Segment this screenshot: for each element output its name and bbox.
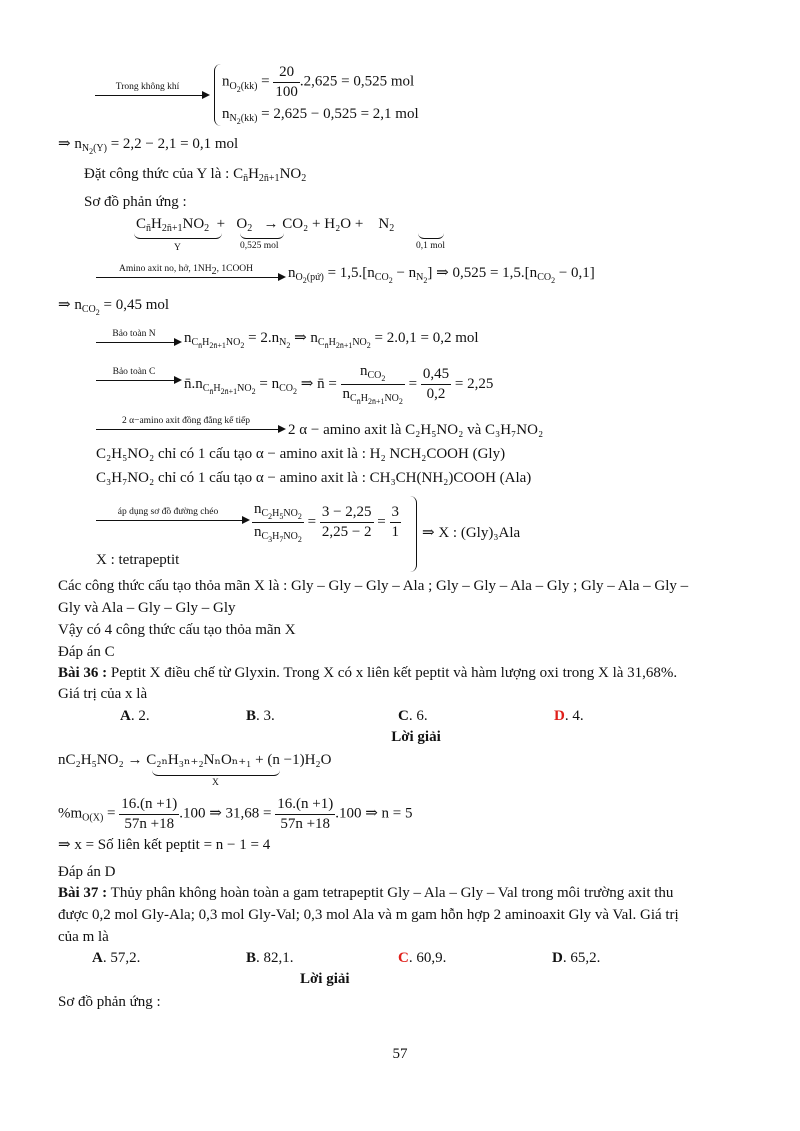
eq-n2-kk: $n_{N_2(kk)} = 2,625 - 0,525 = 2,1$ mol [222, 106, 419, 126]
b36-option-d[interactable]: D. 4. [554, 708, 584, 724]
brace-ratio [410, 496, 417, 572]
answer-c: Đáp án C [58, 644, 115, 660]
b36-question-line1: Bài 36 : Peptit X điều chế từ Glyxin. Trong X có x liên kết peptit và hàm lượng oxi trong X là 31,68%. [58, 665, 678, 681]
gly-line: C₂H₅NO₂ chỉ có 1 cấu tạo α − amino axit là : H₂ NCH₂COOH (Gly) [96, 446, 506, 462]
answer-d: Đáp án D [58, 864, 116, 880]
eq-o2-reacted: $n_{O_2(pứ)} = 1,5.[n_{CO_2} - n_{N_2}]$ ⇒ $0,525 = 1,5.[n_{CO_2} - 0,1]$ [288, 265, 595, 285]
b37-option-b[interactable]: B. 82,1. [246, 950, 294, 966]
b36-x-label: X [212, 778, 219, 788]
b37-solution-title: Lời giải [300, 971, 350, 987]
label-y: Y [174, 243, 181, 253]
eq-nco2: ⇒ $n_{CO_2} = 0,45$ mol [58, 297, 170, 317]
b37-question-line1: Bài 37 : Thủy phân không hoàn toàn a gam tetrapeptit Gly – Ala – Gly – Val trong môi trường axit thu [58, 885, 674, 901]
eq-ratio: $\frac{n_{C_2H_5NO_2}}{n_{C_3H_7NO_2}}$ = $\frac{3 - 2,25}{2,25 - 2}$ = $\frac{3}{1}$ [254, 501, 400, 544]
eq-homolog: 2 α − amino axit là C₂H₅NO₂ và C₃H₇NO₂ [288, 422, 544, 438]
ala-line: C₃H₇NO₂ chỉ có 1 cấu tạo α − amino axit là : CH₃CH(NH₂)COOH (Ala) [96, 470, 532, 486]
b37-scheme: Sơ đồ phản ứng : [58, 994, 161, 1010]
formula-y: Đặt công thức của Y là : $C_{n̄}H_{2n̄+1}NO_2$ [84, 166, 307, 184]
b36-option-a[interactable]: A. 2. [120, 708, 150, 724]
b36-question-line2: Giá trị của x là [58, 686, 148, 702]
structs-line2: Gly và Ala – Gly – Gly – Gly [58, 600, 236, 616]
eq-n2-y: ⇒ $n_{N_2(Y)} = 2,2 - 2,1 = 0,1$ mol [58, 136, 239, 156]
reaction-y: $C_{n̄}H_{2n̄+1}NO_2 + O_2$ → CO₂ + H₂O + $N_2$ [136, 216, 395, 234]
label-o2-mol: 0,525 mol [240, 241, 279, 251]
page-number: 57 [392, 1046, 408, 1062]
brace-air [214, 64, 221, 126]
eq-bt-n: $n_{C_{n̄}H_{2n̄+1}NO_2} = 2.n_{N_2}$ ⇒ $n_{C_{n̄}H_{2n̄+1}NO_2} = 2.0,1 = 0,2$ mol [184, 330, 479, 350]
b37-option-a[interactable]: A. 57,2. [92, 950, 141, 966]
b37-option-c[interactable]: C. 60,9. [398, 950, 447, 966]
tetrapeptit: X : tetrapeptit [96, 552, 180, 568]
structs-line1: Các công thức cấu tạo thỏa mãn X là : Gly – Gly – Gly – Ala ; Gly – Gly – Ala – Gly ; Gly – Ala – Gly – [58, 578, 689, 594]
b36-x-result: ⇒ x = Số liên kết peptit = n − 1 = 4 [58, 837, 271, 853]
eq-x-res: ⇒ X : (Gly)₃Ala [422, 525, 521, 541]
scheme-label: Sơ đồ phản ứng : [84, 194, 187, 210]
b37-option-d[interactable]: D. 65,2. [552, 950, 601, 966]
eq-o2-kk: $n_{O_2(kk)}$ = $\frac{20}{100}$ .2,625 = 0,525 mol [222, 64, 415, 100]
b37-question-line3: của m là [58, 929, 109, 945]
b37-question-line2: được 0,2 mol Gly-Ala; 0,3 mol Gly-Val; 0,3 mol Ala và m gam hỗn hợp 2 aminoaxit Gly và Val. Giá trị [58, 907, 679, 923]
label-n2-mol: 0,1 mol [416, 241, 446, 251]
b36-reaction: nC₂H₅NO₂ → C₂ₙH₃ₙ₊₂NₙOₙ₊₁ + (n −1)H₂O [58, 752, 332, 768]
b36-option-c[interactable]: C. 6. [398, 708, 428, 724]
b36-option-b[interactable]: B. 3. [246, 708, 275, 724]
b36-percent-eq: $\%m_{O(X)}$ = $\frac{16.(n +1)}{57n +18}$ .100 ⇒ 31,68 = $\frac{16.(n +1)}{57n +18}$ .100 ⇒ n = 5 [58, 796, 413, 832]
eq-bt-c: $n̄.n_{C_{n̄}H_{2n̄+1}NO_2} = n_{CO_2}$ ⇒ n̄ = $\frac{n_{CO_2}}{n_{C_{n̄}H_{2n̄+1}NO_2}}$ = $\frac{0,45}{0,2}$ = 2,25 [184, 363, 494, 406]
count-line: Vậy có 4 công thức cấu tạo thỏa mãn X [58, 622, 296, 638]
b36-solution-title: Lời giải [391, 729, 441, 745]
